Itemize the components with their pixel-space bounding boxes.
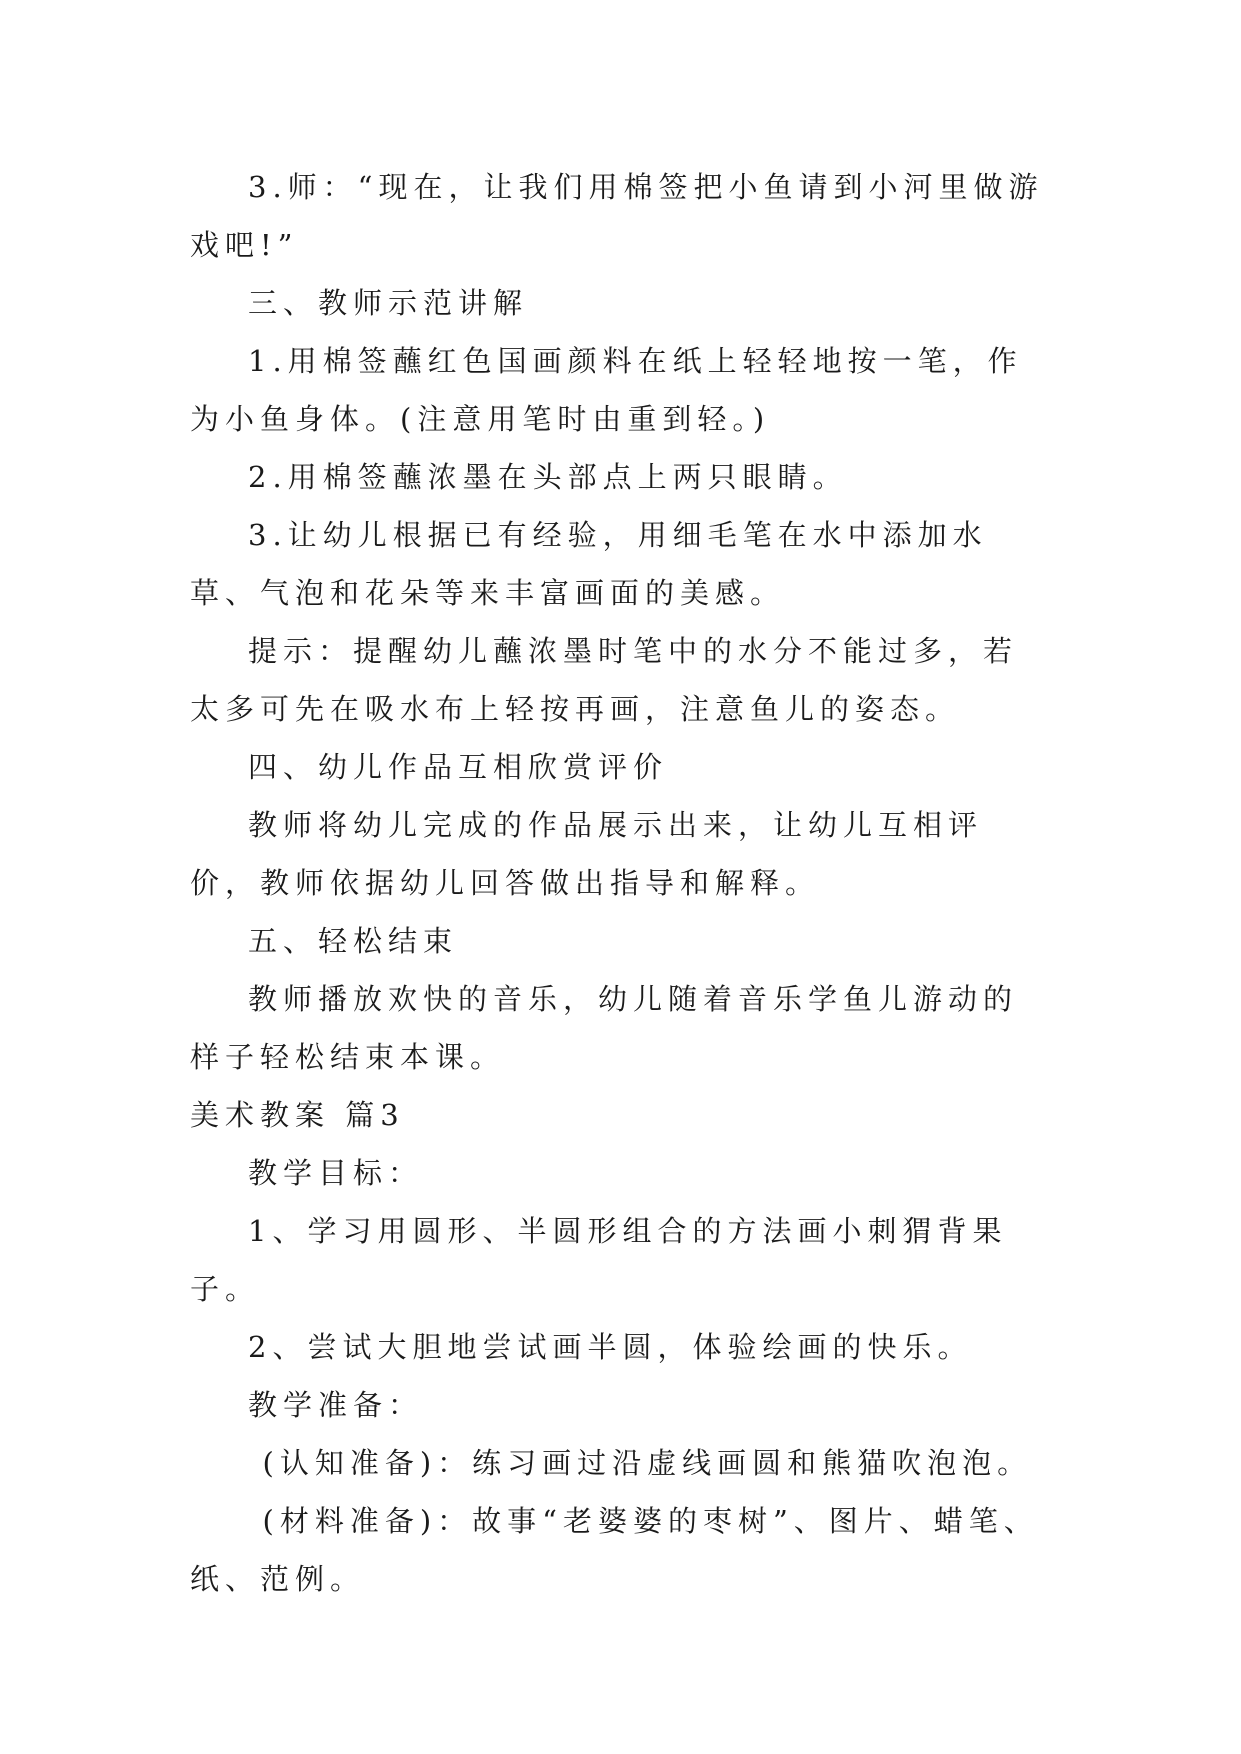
- para-peer-review: 教师将幼儿完成的作品展示出来，让幼儿互相评价，教师依据幼儿回答做出指导和解释。: [190, 808, 984, 900]
- para-goal-1: 1、学习用圆形、半圆形组合的方法画小刺猬背果子。: [190, 1214, 1008, 1306]
- para-goal-2: 2、尝试大胆地尝试画半圆，体验绘画的快乐。: [248, 1330, 973, 1364]
- para-tip: 提示：提醒幼儿蘸浓墨时笔中的水分不能过多，若太多可先在吸水布上轻按再画，注意鱼儿的姿态。: [190, 634, 1019, 726]
- heading-peer-review: 四、幼儿作品互相欣赏评价: [248, 750, 669, 784]
- para-demo-step-2: 2.用棉签蘸浓墨在头部点上两只眼睛。: [248, 460, 848, 494]
- para-ending: 教师播放欢快的音乐，幼儿随着音乐学鱼儿游动的样子轻松结束本课。: [190, 982, 1019, 1074]
- heading-teacher-demo: 三、教师示范讲解: [248, 286, 529, 320]
- para-demo-step-1: 1.用棉签蘸红色国画颜料在纸上轻轻地按一笔，作为小鱼身体。(注意用笔时由重到轻。): [190, 344, 1023, 436]
- document-body: [190, 158, 1050, 1608]
- heading-preparation: 教学准备：: [248, 1388, 424, 1422]
- section-title-part-3: 美术教案 篇3: [190, 1098, 405, 1132]
- heading-goals: 教学目标：: [248, 1156, 424, 1190]
- heading-ending: 五、轻松结束: [248, 924, 459, 958]
- para-demo-step-3: 3.让幼儿根据已有经验，用细毛笔在水中添加水草、气泡和花朵等来丰富画面的美感。: [190, 518, 988, 610]
- para-material-prep: (材料准备)：故事“老婆婆的枣树”、图片、蜡笔、纸、范例。: [190, 1504, 1039, 1596]
- para-cognitive-prep: (认知准备)：练习画过沿虚线画圆和熊猫吹泡泡。: [262, 1446, 1033, 1480]
- para-step-3-fish-play: 3.师：“现在，让我们用棉签把小鱼请到小河里做游戏吧!”: [190, 170, 1044, 262]
